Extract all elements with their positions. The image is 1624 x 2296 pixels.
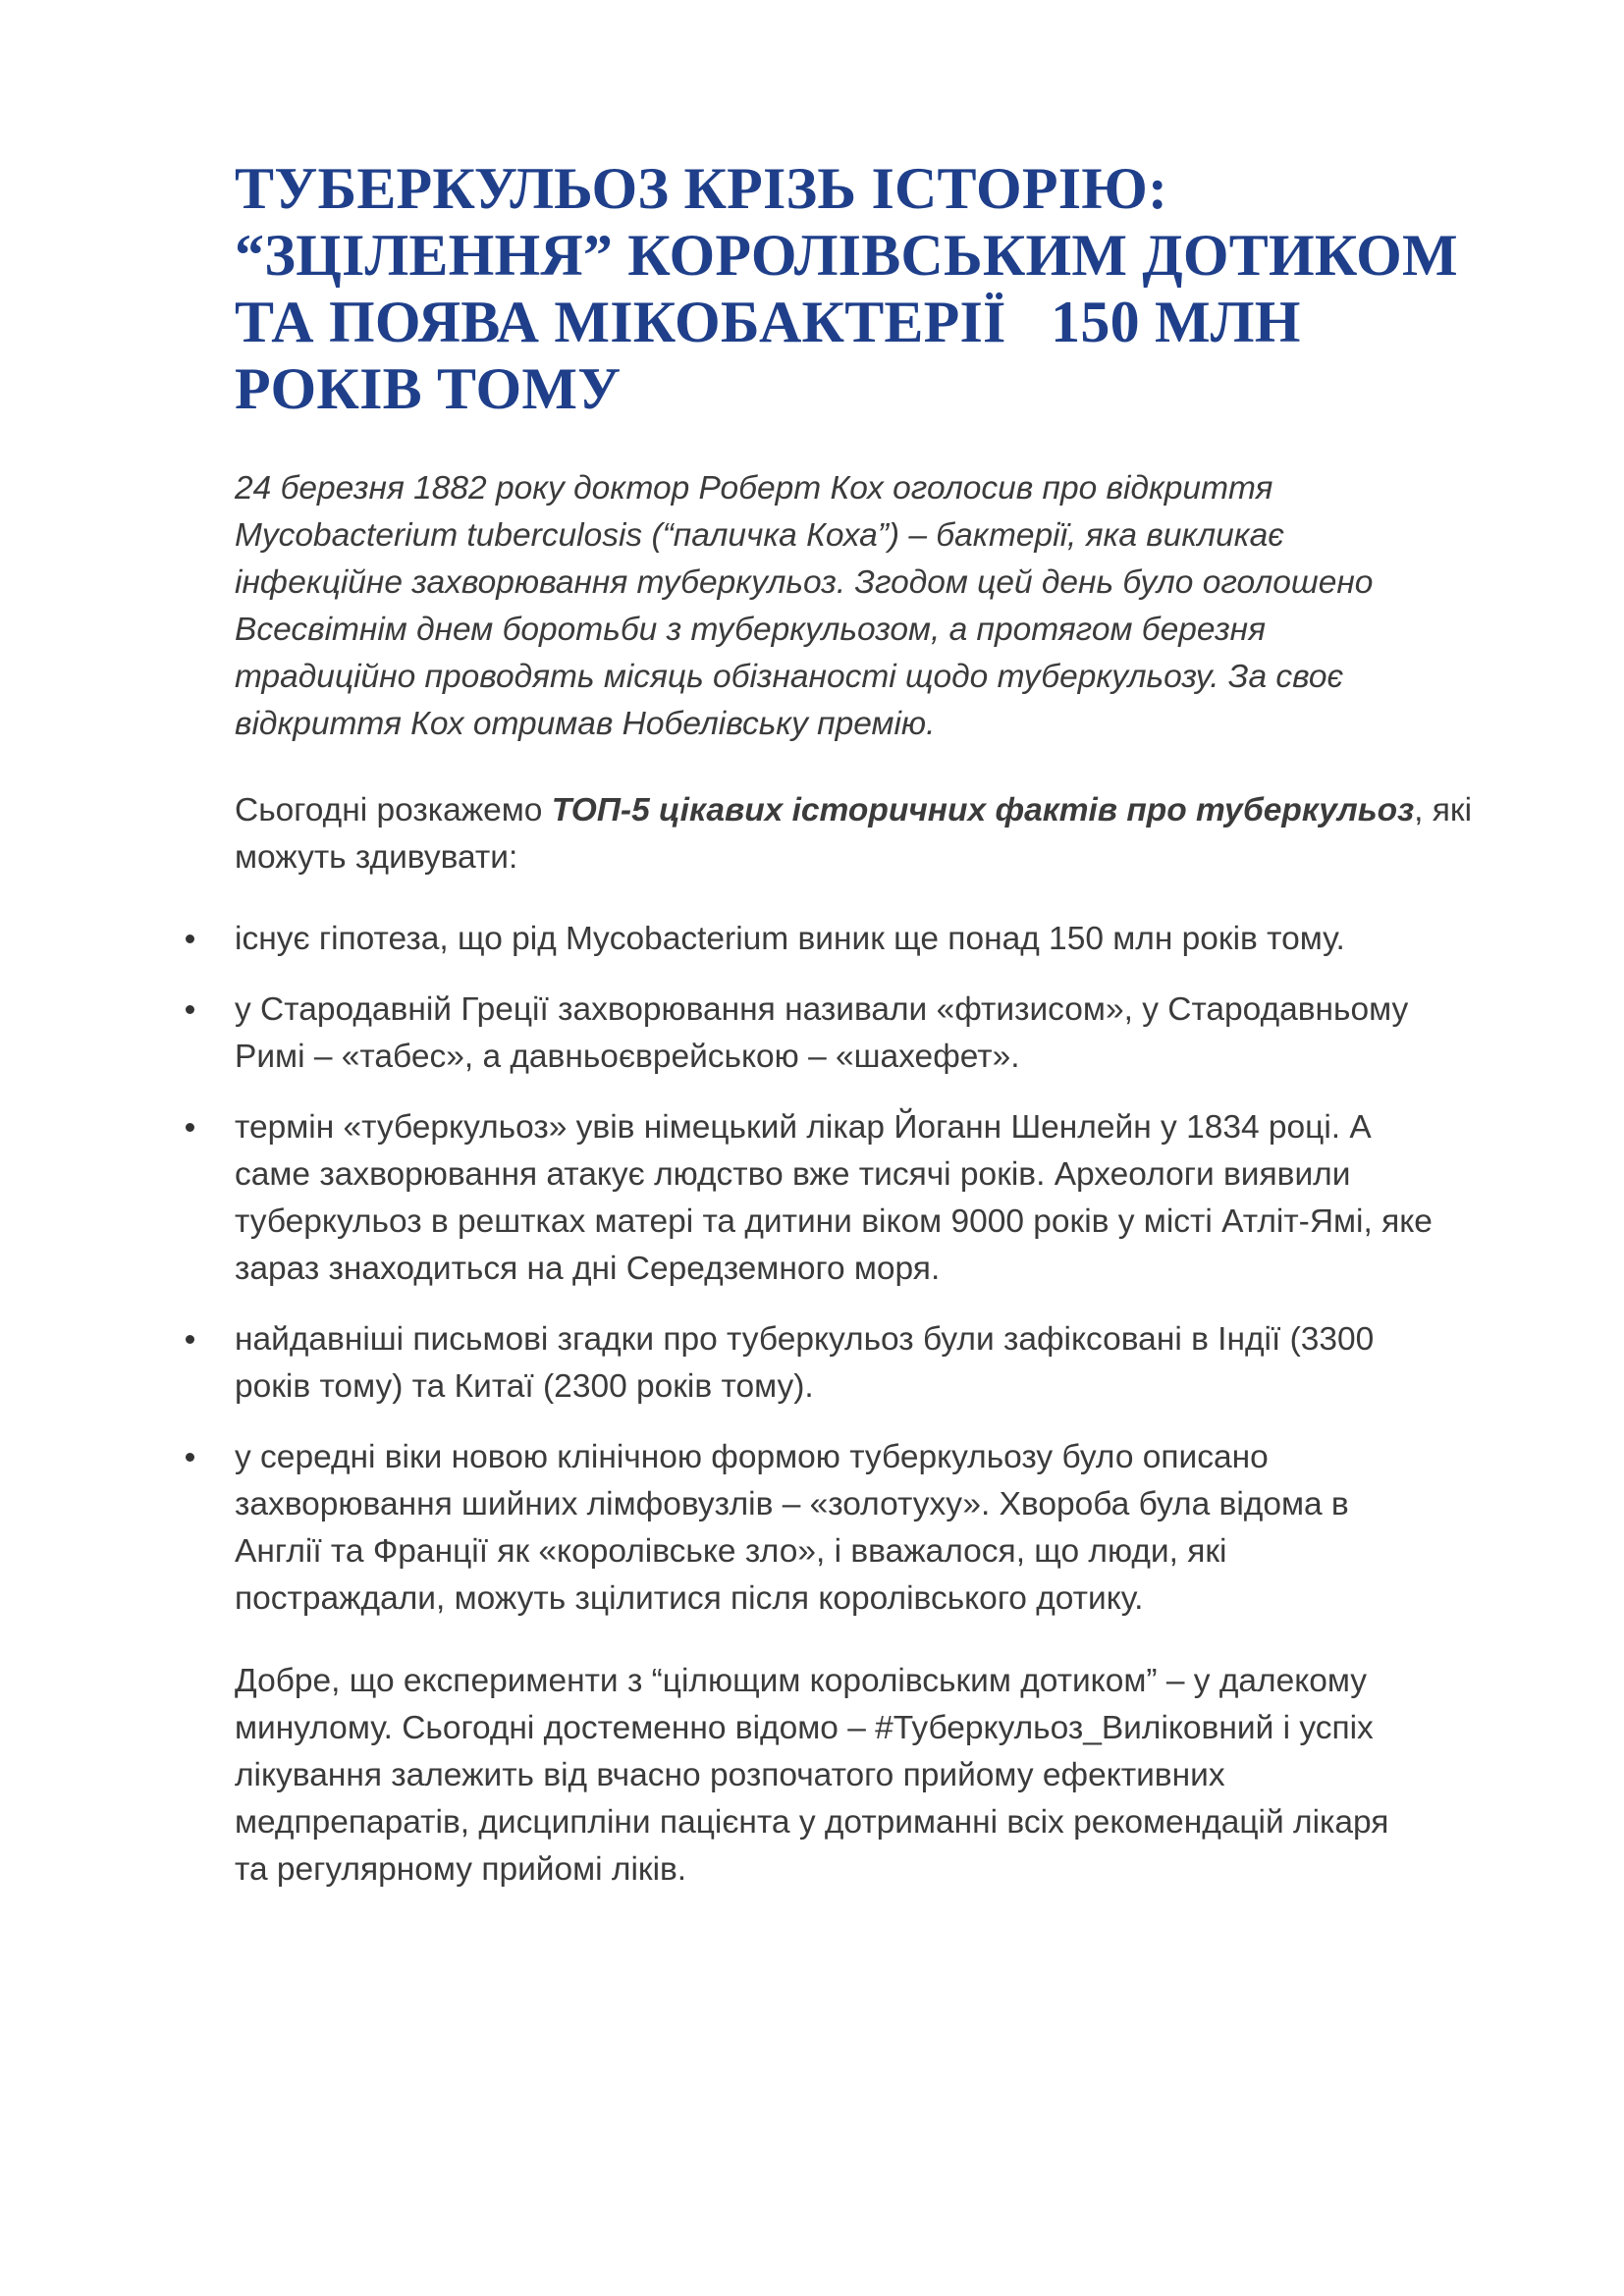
facts-list [235, 916, 1511, 1623]
intro-line: Всесвітнім днем боротьби з туберкульозом, а протягом березня [235, 612, 1266, 648]
fact-line: захворювання шийних лімфовузлів – «золотуху». Хвороба була відома в [235, 1486, 1349, 1522]
title-line: ТА ПОЯВА МІКОБАКТЕРІЇ 150 МЛН [235, 290, 1301, 354]
bullet-icon [186, 1453, 194, 1462]
lead-paragraph [235, 787, 1511, 881]
lead-text-after: , які [1414, 792, 1473, 828]
document-page [235, 155, 1511, 1894]
intro-paragraph [235, 465, 1511, 748]
fact-line: зараз знаходиться на дні Середземного моря. [235, 1251, 941, 1287]
closing-line: Добре, що експерименти з “цілющим королівським дотиком” – у далекому [235, 1663, 1368, 1699]
intro-line: відкриття Кох отримав Нобелівську премію. [235, 706, 936, 742]
intro-line: 24 березня 1882 року доктор Роберт Кох оголосив про відкриття [235, 470, 1273, 507]
list-item [235, 916, 1511, 963]
lead-line: можуть здивувати: [235, 839, 518, 876]
bullet-icon [186, 1005, 194, 1014]
title-line: РОКІВ ТОМУ [235, 356, 622, 421]
list-item [235, 987, 1511, 1081]
bullet-icon [186, 1335, 194, 1344]
closing-paragraph [235, 1658, 1511, 1894]
fact-line: Римі – «табес», а давньоєврейською – «шахефет». [235, 1039, 1020, 1075]
intro-line: традиційно проводять місяць обізнаності щодо туберкульозу. За своє [235, 659, 1344, 695]
bullet-icon [186, 934, 194, 943]
fact-line: Англії та Франції як «королівське зло», і вважалося, що люди, які [235, 1533, 1227, 1570]
fact-line: у середні віки новою клінічною формою туберкульозу було описано [235, 1439, 1269, 1475]
intro-line: інфекційне захворювання туберкульоз. Згодом цей день було оголошено [235, 564, 1374, 601]
closing-line: лікування залежить від вчасно розпочатого прийому ефективних [235, 1757, 1225, 1793]
fact-line: існує гіпотеза, що рід Mycobacterium виник ще понад 150 млн років тому. [235, 921, 1345, 957]
fact-line: років тому) та Китаї (2300 років тому). [235, 1368, 814, 1405]
closing-line: минулому. Сьогодні достеменно відомо – #Туберкульоз_Виліковний і успіх [235, 1710, 1374, 1746]
title-line: “ЗЦІЛЕННЯ” КОРОЛІВСЬКИМ ДОТИКОМ [235, 223, 1458, 288]
intro-line: Mycobacterium tuberculosis (“паличка Коха”) – бактерії, яка викликає [235, 517, 1284, 554]
lead-emphasis: ТОП-5 цікавих історичних фактів про туберкульоз [551, 792, 1415, 828]
title-line: ТУБЕРКУЛЬОЗ КРІЗЬ ІСТОРІЮ: [235, 156, 1168, 221]
fact-line: саме захворювання атакує людство вже тисячі років. Археологи виявили [235, 1156, 1351, 1193]
fact-line: термін «туберкульоз» увів німецький лікар Йоганн Шенлейн у 1834 році. А [235, 1109, 1372, 1146]
lead-text-before: Сьогодні розкажемо [235, 792, 552, 828]
list-item [235, 1316, 1511, 1411]
list-item [235, 1434, 1511, 1623]
bullet-icon [186, 1123, 194, 1132]
fact-line: найдавніші письмові згадки про туберкульоз були зафіксовані в Індії (3300 [235, 1321, 1375, 1358]
closing-line: та регулярному прийомі ліків. [235, 1851, 687, 1888]
fact-line: постраждали, можуть зцілитися після королівського дотику. [235, 1580, 1144, 1617]
list-item [235, 1104, 1511, 1293]
closing-line: медпрепаратів, дисципліни пацієнта у дотриманні всіх рекомендацій лікаря [235, 1804, 1389, 1841]
fact-line: у Стародавній Греції захворювання називали «фтизисом», у Стародавньому [235, 991, 1409, 1028]
fact-line: туберкульоз в рештках матері та дитини віком 9000 років у місті Атліт-Ямі, яке [235, 1203, 1433, 1240]
document-title [235, 155, 1511, 422]
lead-line [235, 787, 1511, 834]
